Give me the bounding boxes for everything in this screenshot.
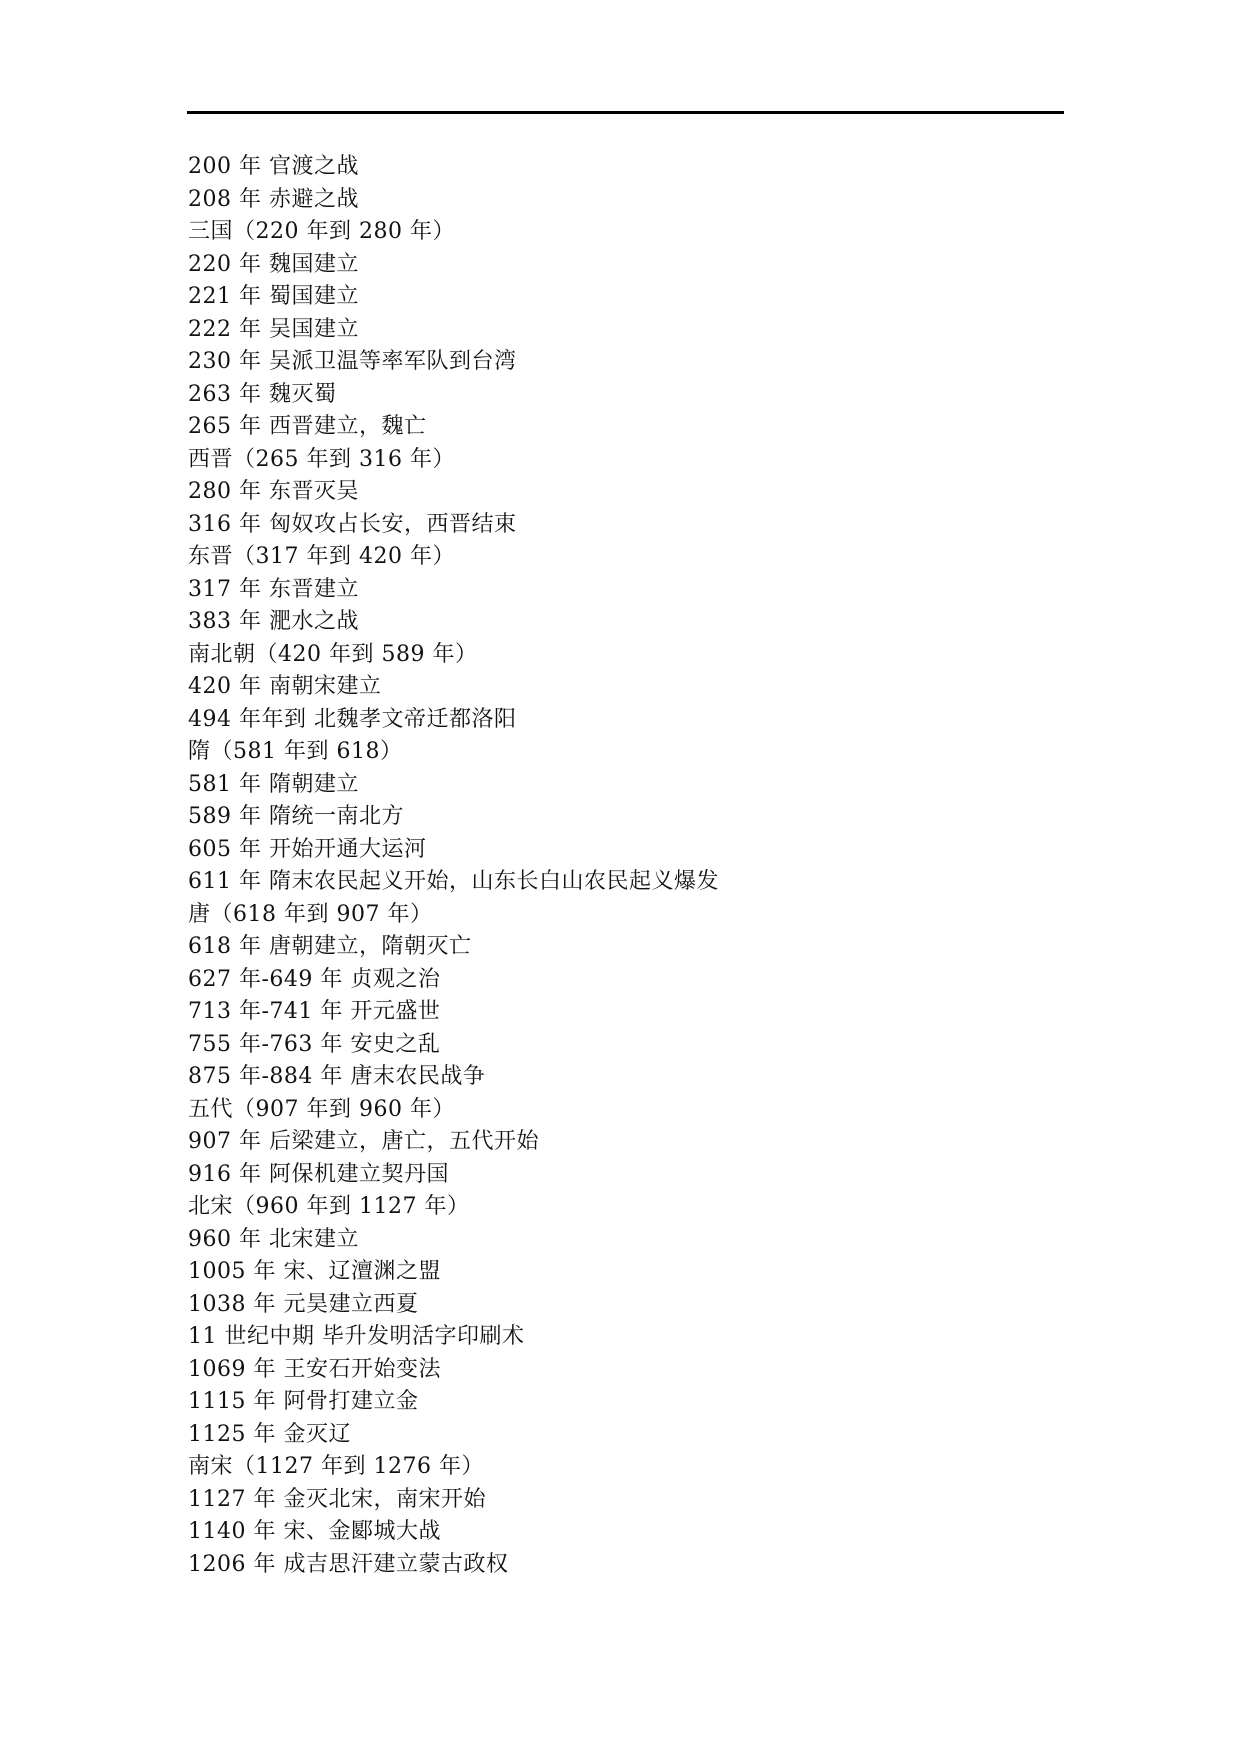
timeline-list bbox=[188, 151, 719, 1581]
timeline-line: 221 年 蜀国建立 bbox=[188, 284, 359, 309]
timeline-line: 916 年 阿保机建立契丹国 bbox=[188, 1161, 449, 1187]
timeline-line: 618 年 唐朝建立，隋朝灭亡 bbox=[188, 934, 472, 959]
timeline-line: 11 世纪中期 毕升发明活字印刷术 bbox=[188, 1324, 525, 1349]
timeline-line: 875 年-884 年 唐末农民战争 bbox=[188, 1064, 486, 1089]
timeline-line: 907 年 后梁建立，唐亡，五代开始 bbox=[188, 1129, 539, 1154]
timeline-line: 1140 年 宋、金郾城大战 bbox=[188, 1519, 441, 1544]
timeline-line: 1115 年 阿骨打建立金 bbox=[188, 1389, 419, 1414]
period-heading: 南北朝（420 年到 589 年） bbox=[188, 641, 478, 667]
timeline-line: 316 年 匈奴攻占长安，西晋结束 bbox=[188, 511, 517, 537]
timeline-line: 208 年 赤避之战 bbox=[188, 186, 359, 212]
timeline-line: 960 年 北宋建立 bbox=[188, 1226, 359, 1252]
timeline-line: 1206 年 成吉思汗建立蒙古政权 bbox=[188, 1551, 509, 1577]
timeline-line: 200 年 官渡之战 bbox=[188, 154, 359, 179]
timeline-line: 1127 年 金灭北宋，南宋开始 bbox=[188, 1486, 486, 1512]
timeline-line: 581 年 隋朝建立 bbox=[188, 771, 359, 797]
period-heading: 西晋（265 年到 316 年） bbox=[188, 446, 455, 472]
timeline-line: 1069 年 王安石开始变法 bbox=[188, 1356, 441, 1382]
period-heading: 三国（220 年到 280 年） bbox=[188, 219, 455, 244]
timeline-line: 605 年 开始开通大运河 bbox=[188, 836, 427, 862]
period-heading: 南宋（1127 年到 1276 年） bbox=[188, 1454, 484, 1479]
timeline-line: 220 年 魏国建立 bbox=[188, 251, 359, 277]
timeline-line: 265 年 西晋建立，魏亡 bbox=[188, 414, 427, 439]
timeline-line: 383 年 淝水之战 bbox=[188, 609, 359, 634]
period-heading: 隋（581 年到 618） bbox=[188, 739, 403, 764]
timeline-line: 263 年 魏灭蜀 bbox=[188, 381, 337, 407]
period-heading: 东晋（317 年到 420 年） bbox=[188, 544, 455, 569]
timeline-line: 280 年 东晋灭吴 bbox=[188, 479, 359, 504]
timeline-line: 230 年 吴派卫温等率军队到台湾 bbox=[188, 349, 517, 374]
timeline-line: 1005 年 宋、辽澶渊之盟 bbox=[188, 1259, 441, 1284]
timeline-line: 627 年-649 年 贞观之治 bbox=[188, 966, 441, 992]
timeline-line: 1038 年 元昊建立西夏 bbox=[188, 1291, 419, 1317]
timeline-line: 317 年 东晋建立 bbox=[188, 576, 359, 602]
timeline-line: 713 年-741 年 开元盛世 bbox=[188, 999, 441, 1024]
timeline-line: 755 年-763 年 安史之乱 bbox=[188, 1031, 441, 1057]
timeline-line: 611 年 隋末农民起义开始，山东长白山农民起义爆发 bbox=[188, 869, 719, 894]
timeline-line: 222 年 吴国建立 bbox=[188, 316, 359, 342]
period-heading: 五代（907 年到 960 年） bbox=[188, 1096, 455, 1122]
period-heading: 北宋（960 年到 1127 年） bbox=[188, 1194, 470, 1219]
timeline-line: 420 年 南朝宋建立 bbox=[188, 674, 382, 699]
header-rule bbox=[187, 111, 1064, 114]
timeline-line: 589 年 隋统一南北方 bbox=[188, 804, 404, 829]
period-heading: 唐（618 年到 907 年） bbox=[188, 901, 433, 927]
timeline-line: 494 年年到 北魏孝文帝迁都洛阳 bbox=[188, 706, 517, 732]
timeline-line: 1125 年 金灭辽 bbox=[188, 1421, 351, 1447]
